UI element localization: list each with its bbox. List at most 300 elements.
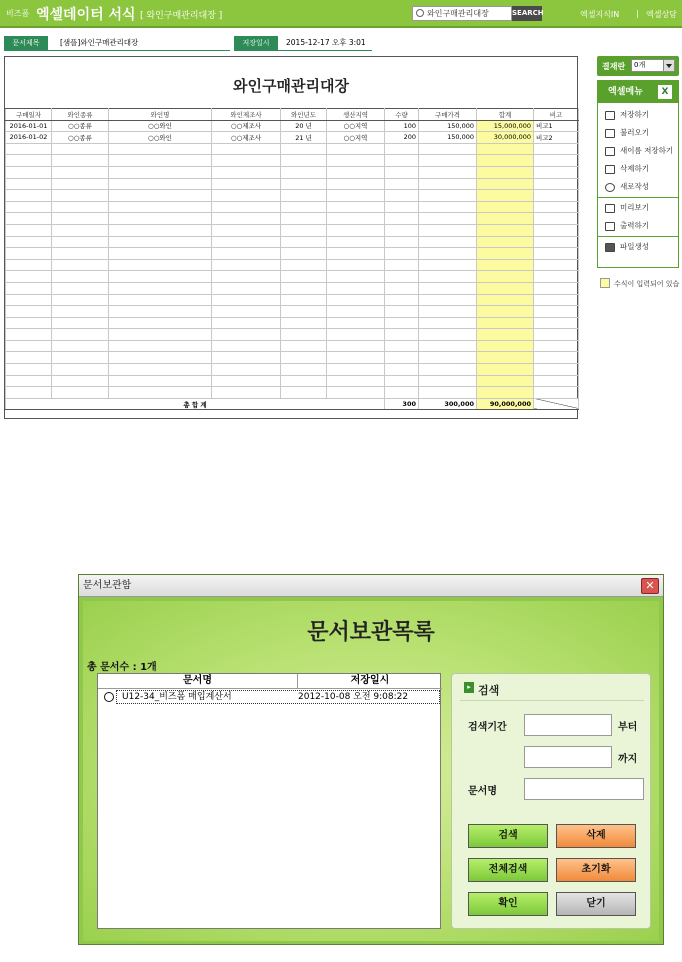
cell[interactable]	[212, 248, 281, 260]
cell[interactable]	[477, 352, 534, 364]
cell[interactable]	[281, 364, 327, 376]
cell[interactable]	[534, 190, 579, 202]
cell[interactable]	[477, 190, 534, 202]
cell[interactable]	[281, 224, 327, 236]
cell[interactable]	[52, 259, 109, 271]
cell[interactable]	[534, 375, 579, 387]
menu-create-file[interactable]	[598, 238, 678, 256]
cell[interactable]	[6, 224, 52, 236]
cell[interactable]	[52, 340, 109, 352]
table-row[interactable]	[6, 143, 579, 155]
cell[interactable]	[281, 190, 327, 202]
cell[interactable]	[385, 213, 419, 225]
cell[interactable]	[327, 155, 385, 167]
cell[interactable]	[6, 166, 52, 178]
cell[interactable]	[385, 190, 419, 202]
cell[interactable]	[327, 178, 385, 190]
cell[interactable]	[327, 248, 385, 260]
delete-button[interactable]: 삭제	[556, 824, 636, 848]
menu-new[interactable]	[598, 178, 678, 196]
cell[interactable]: ○○지역	[327, 132, 385, 144]
cell[interactable]	[534, 155, 579, 167]
brand-title[interactable]: 엑셀데이터 서식	[36, 7, 136, 23]
link-knowledge[interactable]: 엑셀지식IN	[580, 10, 620, 19]
search-button[interactable]: 검색	[468, 824, 548, 848]
cell[interactable]	[385, 294, 419, 306]
cell[interactable]: 100	[385, 120, 419, 132]
cell[interactable]	[6, 387, 52, 399]
table-row[interactable]	[6, 132, 579, 144]
cell[interactable]: 비고2	[534, 132, 579, 144]
cell[interactable]	[385, 329, 419, 341]
ok-button[interactable]: 확인	[468, 892, 548, 916]
cell[interactable]	[385, 306, 419, 318]
cell[interactable]	[419, 317, 477, 329]
table-row[interactable]	[6, 282, 579, 294]
cell[interactable]	[109, 259, 212, 271]
cell[interactable]: 비고1	[534, 120, 579, 132]
cell[interactable]	[109, 166, 212, 178]
cell[interactable]: ○○제조사	[212, 132, 281, 144]
table-row[interactable]	[6, 329, 579, 341]
cell[interactable]	[385, 387, 419, 399]
cell[interactable]	[385, 248, 419, 260]
table-row[interactable]	[6, 387, 579, 399]
cell[interactable]: 20 년	[281, 120, 327, 132]
table-row[interactable]	[6, 236, 579, 248]
cell[interactable]	[419, 201, 477, 213]
cell[interactable]	[385, 224, 419, 236]
cell[interactable]	[385, 155, 419, 167]
cell[interactable]	[327, 282, 385, 294]
cell[interactable]: 21 년	[281, 132, 327, 144]
cell[interactable]	[6, 352, 52, 364]
cell[interactable]	[419, 155, 477, 167]
table-row[interactable]	[6, 248, 579, 260]
link-consult[interactable]: 엑셀상담	[646, 10, 677, 19]
cell[interactable]	[534, 271, 579, 283]
cell[interactable]	[534, 387, 579, 399]
radio-button[interactable]	[104, 692, 114, 702]
cell[interactable]	[477, 155, 534, 167]
cell[interactable]	[109, 190, 212, 202]
cell[interactable]	[419, 248, 477, 260]
reset-button[interactable]: 초기화	[556, 858, 636, 882]
cell[interactable]	[52, 143, 109, 155]
cell[interactable]	[327, 352, 385, 364]
cell[interactable]	[419, 387, 477, 399]
cell[interactable]	[477, 306, 534, 318]
cell[interactable]	[281, 340, 327, 352]
cell[interactable]	[419, 178, 477, 190]
cell[interactable]	[281, 387, 327, 399]
cell[interactable]	[477, 213, 534, 225]
document-count: 총 문서수 : 1개	[87, 662, 157, 673]
cell[interactable]	[534, 294, 579, 306]
cell[interactable]	[212, 166, 281, 178]
table-row[interactable]	[6, 271, 579, 283]
cell[interactable]	[281, 306, 327, 318]
cell[interactable]	[327, 271, 385, 283]
date-from-input[interactable]	[524, 714, 612, 736]
cell[interactable]	[6, 329, 52, 341]
cell[interactable]	[477, 294, 534, 306]
cell[interactable]	[52, 248, 109, 260]
table-row[interactable]	[6, 259, 579, 271]
cell[interactable]	[6, 259, 52, 271]
cell[interactable]: 150,000	[419, 120, 477, 132]
table-row[interactable]	[6, 190, 579, 202]
cell[interactable]	[52, 166, 109, 178]
cell[interactable]	[419, 213, 477, 225]
search-button[interactable]: SEARCH	[512, 6, 542, 21]
cell[interactable]	[385, 143, 419, 155]
cell[interactable]	[419, 224, 477, 236]
cell[interactable]	[327, 375, 385, 387]
cell[interactable]	[212, 213, 281, 225]
cell[interactable]	[212, 201, 281, 213]
search-input[interactable]: 와인구매관리대장	[412, 6, 512, 21]
cell[interactable]	[212, 352, 281, 364]
cell[interactable]: ○○와인	[109, 132, 212, 144]
cell[interactable]	[327, 364, 385, 376]
cell[interactable]	[52, 352, 109, 364]
cell[interactable]	[327, 190, 385, 202]
cell[interactable]	[419, 375, 477, 387]
cell[interactable]	[385, 282, 419, 294]
cell[interactable]	[477, 201, 534, 213]
cell[interactable]	[52, 375, 109, 387]
cell[interactable]: 30,000,000	[477, 132, 534, 144]
cell[interactable]	[281, 236, 327, 248]
cell[interactable]	[385, 201, 419, 213]
close-button[interactable]: 닫기	[556, 892, 636, 916]
table-row[interactable]	[6, 352, 579, 364]
cell[interactable]	[109, 329, 212, 341]
table-row[interactable]	[6, 213, 579, 225]
cell[interactable]	[385, 364, 419, 376]
cell[interactable]	[212, 259, 281, 271]
cell[interactable]	[6, 178, 52, 190]
cell[interactable]	[327, 340, 385, 352]
cell[interactable]	[212, 178, 281, 190]
cell[interactable]	[109, 282, 212, 294]
cell[interactable]	[419, 271, 477, 283]
cell[interactable]	[385, 259, 419, 271]
cell[interactable]	[6, 364, 52, 376]
cell[interactable]	[327, 201, 385, 213]
cell[interactable]	[6, 317, 52, 329]
cell[interactable]	[212, 143, 281, 155]
cell[interactable]	[327, 329, 385, 341]
cell[interactable]	[419, 352, 477, 364]
cell[interactable]	[212, 364, 281, 376]
cell[interactable]	[477, 178, 534, 190]
menu-label: 삭제하기	[620, 164, 649, 173]
cell[interactable]	[6, 201, 52, 213]
menu-save[interactable]	[598, 106, 678, 124]
cell[interactable]	[534, 282, 579, 294]
cell[interactable]	[212, 387, 281, 399]
cell[interactable]	[477, 224, 534, 236]
cell[interactable]	[212, 155, 281, 167]
cell[interactable]	[109, 340, 212, 352]
cell[interactable]	[534, 248, 579, 260]
cell[interactable]	[327, 224, 385, 236]
col-header: 구매일자	[6, 109, 52, 121]
menu-preview[interactable]	[598, 199, 678, 217]
cell[interactable]	[281, 155, 327, 167]
cell[interactable]	[385, 375, 419, 387]
cell[interactable]	[419, 236, 477, 248]
cell[interactable]	[212, 282, 281, 294]
cell[interactable]	[477, 271, 534, 283]
cell[interactable]	[534, 213, 579, 225]
cell[interactable]	[419, 282, 477, 294]
cell[interactable]	[212, 340, 281, 352]
cell[interactable]	[109, 364, 212, 376]
cell[interactable]: 2016-01-01	[6, 120, 52, 132]
cell[interactable]	[52, 329, 109, 341]
cell[interactable]	[534, 340, 579, 352]
cell[interactable]	[6, 190, 52, 202]
approval-select[interactable]	[631, 59, 675, 72]
cell[interactable]	[477, 329, 534, 341]
cell[interactable]	[477, 364, 534, 376]
to-suffix: 까지	[618, 754, 638, 765]
cell[interactable]	[6, 271, 52, 283]
cell[interactable]	[534, 306, 579, 318]
menu-save-as[interactable]	[598, 142, 678, 160]
cell[interactable]	[477, 259, 534, 271]
cell[interactable]	[419, 294, 477, 306]
cell[interactable]	[327, 306, 385, 318]
cell[interactable]: ○○지역	[327, 120, 385, 132]
cell[interactable]	[477, 375, 534, 387]
table-row[interactable]	[6, 340, 579, 352]
cell[interactable]	[281, 259, 327, 271]
cell[interactable]	[6, 248, 52, 260]
cell[interactable]	[212, 294, 281, 306]
cell[interactable]	[52, 317, 109, 329]
cell[interactable]	[477, 236, 534, 248]
cell[interactable]	[52, 224, 109, 236]
cell[interactable]	[281, 375, 327, 387]
close-icon[interactable]: ✕	[641, 578, 659, 594]
cell[interactable]	[6, 143, 52, 155]
cell[interactable]	[109, 271, 212, 283]
cell[interactable]	[6, 294, 52, 306]
cell[interactable]	[477, 166, 534, 178]
cell[interactable]	[109, 352, 212, 364]
cell[interactable]	[52, 306, 109, 318]
cell[interactable]	[534, 166, 579, 178]
cell[interactable]	[109, 213, 212, 225]
cell[interactable]	[327, 213, 385, 225]
cell[interactable]	[385, 352, 419, 364]
cell[interactable]	[419, 329, 477, 341]
cell[interactable]	[212, 271, 281, 283]
cell[interactable]	[109, 294, 212, 306]
cell[interactable]	[327, 317, 385, 329]
cell[interactable]	[52, 387, 109, 399]
table-row[interactable]	[6, 364, 579, 376]
cell[interactable]	[6, 375, 52, 387]
cell[interactable]	[534, 201, 579, 213]
cell[interactable]	[477, 248, 534, 260]
cell[interactable]	[212, 317, 281, 329]
cell[interactable]	[52, 364, 109, 376]
cell[interactable]	[385, 340, 419, 352]
cell[interactable]	[109, 178, 212, 190]
menu-print[interactable]	[598, 217, 678, 235]
cell[interactable]: 200	[385, 132, 419, 144]
cell[interactable]: ○○와인	[109, 120, 212, 132]
cell[interactable]	[327, 387, 385, 399]
cell[interactable]	[212, 236, 281, 248]
cell[interactable]	[477, 317, 534, 329]
table-row[interactable]	[6, 201, 579, 213]
cell[interactable]	[534, 236, 579, 248]
table-row[interactable]	[6, 317, 579, 329]
cell[interactable]: 15,000,000	[477, 120, 534, 132]
cell[interactable]	[419, 166, 477, 178]
cell[interactable]	[281, 213, 327, 225]
cell[interactable]: ○○종류	[52, 132, 109, 144]
cell[interactable]	[6, 155, 52, 167]
cell[interactable]: 150,000	[419, 132, 477, 144]
cell[interactable]	[281, 178, 327, 190]
table-row[interactable]	[6, 294, 579, 306]
document-list[interactable]	[97, 673, 441, 929]
cell[interactable]	[109, 224, 212, 236]
cell[interactable]	[281, 166, 327, 178]
cell[interactable]	[419, 190, 477, 202]
cell[interactable]	[109, 201, 212, 213]
cell[interactable]	[6, 282, 52, 294]
menu-load[interactable]	[598, 124, 678, 142]
cell[interactable]	[534, 352, 579, 364]
cell[interactable]	[52, 294, 109, 306]
cell[interactable]	[534, 329, 579, 341]
cell[interactable]	[419, 306, 477, 318]
docname-input[interactable]	[524, 778, 644, 800]
cell[interactable]	[327, 236, 385, 248]
cell[interactable]	[281, 282, 327, 294]
cell[interactable]	[109, 143, 212, 155]
cell[interactable]	[385, 317, 419, 329]
cell[interactable]	[534, 317, 579, 329]
cell[interactable]	[212, 306, 281, 318]
cell[interactable]	[6, 236, 52, 248]
cell[interactable]	[534, 224, 579, 236]
menu-divider	[598, 197, 678, 198]
cell[interactable]	[6, 306, 52, 318]
cell[interactable]	[281, 294, 327, 306]
cell[interactable]	[281, 271, 327, 283]
table-row[interactable]	[6, 120, 579, 132]
cell[interactable]	[281, 248, 327, 260]
cell[interactable]	[6, 213, 52, 225]
cell[interactable]	[109, 248, 212, 260]
cell[interactable]	[52, 271, 109, 283]
cell[interactable]	[281, 329, 327, 341]
menu-label: 불러오기	[620, 128, 649, 137]
cell[interactable]	[477, 387, 534, 399]
cell[interactable]	[419, 259, 477, 271]
cell[interactable]	[385, 166, 419, 178]
cell[interactable]	[109, 155, 212, 167]
cell[interactable]	[281, 201, 327, 213]
cell[interactable]	[327, 166, 385, 178]
cell[interactable]	[327, 143, 385, 155]
list-item[interactable]	[98, 690, 440, 704]
cell[interactable]	[534, 259, 579, 271]
cell[interactable]: ○○종류	[52, 120, 109, 132]
cell[interactable]	[109, 317, 212, 329]
cell[interactable]	[534, 143, 579, 155]
col-header-date[interactable]: 저장일시	[298, 674, 442, 689]
cell[interactable]	[419, 364, 477, 376]
cell[interactable]	[281, 352, 327, 364]
cell[interactable]	[419, 340, 477, 352]
cell[interactable]	[327, 259, 385, 271]
cell[interactable]	[52, 236, 109, 248]
cell[interactable]	[52, 213, 109, 225]
cell[interactable]	[109, 375, 212, 387]
table-row[interactable]	[6, 224, 579, 236]
col-header-name[interactable]: 문서명	[98, 674, 298, 689]
cell[interactable]: 2016-01-02	[6, 132, 52, 144]
cell[interactable]	[109, 306, 212, 318]
cell[interactable]	[385, 178, 419, 190]
cell[interactable]	[6, 340, 52, 352]
cell[interactable]	[534, 364, 579, 376]
cell[interactable]	[534, 178, 579, 190]
cell[interactable]	[327, 294, 385, 306]
cell[interactable]	[281, 143, 327, 155]
search-all-button[interactable]: 전체검색	[468, 858, 548, 882]
cell[interactable]	[477, 340, 534, 352]
cell[interactable]	[212, 190, 281, 202]
cell[interactable]	[52, 178, 109, 190]
cell[interactable]	[385, 236, 419, 248]
menu-delete[interactable]	[598, 160, 678, 178]
cell[interactable]	[52, 282, 109, 294]
chevron-down-icon[interactable]	[663, 60, 674, 71]
cell[interactable]	[419, 143, 477, 155]
cell[interactable]	[212, 375, 281, 387]
cell[interactable]	[109, 236, 212, 248]
cell[interactable]	[109, 387, 212, 399]
cell[interactable]	[212, 329, 281, 341]
table-row[interactable]	[6, 375, 579, 387]
table-row[interactable]	[6, 155, 579, 167]
table-row[interactable]	[6, 166, 579, 178]
cell[interactable]	[212, 224, 281, 236]
cell[interactable]	[477, 282, 534, 294]
cell[interactable]	[385, 271, 419, 283]
cell[interactable]	[52, 201, 109, 213]
cell[interactable]	[281, 317, 327, 329]
cell[interactable]	[477, 143, 534, 155]
cell[interactable]	[52, 190, 109, 202]
cell[interactable]: ○○제조사	[212, 120, 281, 132]
table-row[interactable]	[6, 306, 579, 318]
table-row[interactable]	[6, 178, 579, 190]
cell[interactable]	[52, 155, 109, 167]
date-to-input[interactable]	[524, 746, 612, 768]
